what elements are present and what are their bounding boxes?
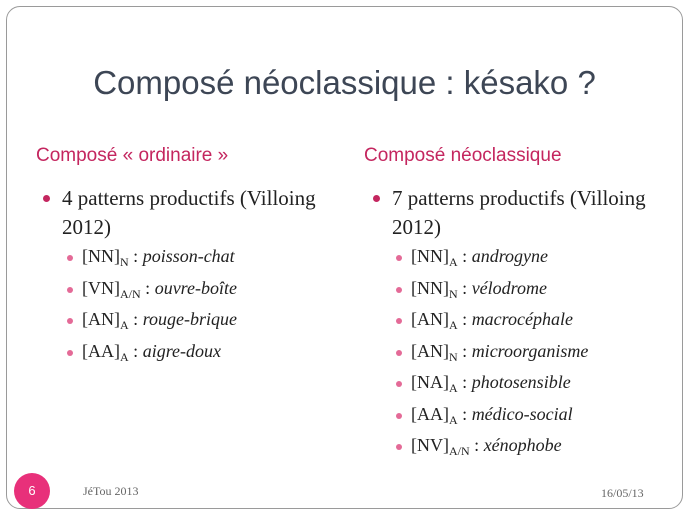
list-item: $[AA]_A$ : médico-social (394, 404, 588, 436)
example: aigre-doux (142, 340, 221, 361)
pattern-subscript: N (120, 255, 129, 269)
pattern: [AN] (411, 340, 449, 361)
bullet-dot-icon (396, 318, 402, 324)
pattern-subscript: N (449, 349, 458, 364)
pattern-subscript: N (449, 286, 458, 301)
pattern: [AA] (411, 403, 449, 424)
slide (6, 6, 683, 509)
bullet-dot-icon (396, 381, 402, 387)
list-item: $[NV]_{A/N}$ : xénophobe (394, 435, 588, 467)
right-pattern-list (394, 246, 588, 467)
example: microorganisme (471, 340, 589, 361)
left-column-heading: Composé « ordinaire » (36, 145, 229, 166)
bullet-dot-icon (67, 287, 73, 293)
bullet-dot-icon (67, 318, 73, 324)
example: médico-social (471, 403, 573, 424)
footer-author: JéTou 2013 (83, 484, 139, 498)
list-item: $[NN]_A$ : androgyne (394, 246, 588, 278)
pattern-subscript: A/N (449, 444, 470, 458)
slide-title: Composé néoclassique : késako ? (93, 64, 596, 101)
pattern: [NN] (411, 277, 449, 298)
example: photosensible (471, 372, 571, 392)
list-item: $[NA]_A$ : photosensible (394, 372, 588, 404)
list-item: $[AN]_A$ : macrocéphale (394, 309, 588, 341)
pattern-subscript: A (120, 318, 129, 332)
right-column-heading: Composé néoclassique (364, 145, 562, 166)
example: androgyne (471, 246, 549, 266)
example: rouge-brique (142, 309, 238, 329)
pattern: [AN] (411, 309, 449, 329)
pattern: [NN] (82, 246, 120, 266)
bullet-dot-icon (396, 287, 402, 293)
example: vélodrome (471, 277, 547, 298)
example: macrocéphale (471, 309, 573, 329)
right-main-bullet (372, 184, 689, 242)
list-item: $[AN]_N$ : microorganisme (394, 341, 588, 373)
pattern-subscript: A (449, 412, 458, 427)
example: poisson-chat (142, 246, 235, 266)
pattern: [VN] (82, 277, 120, 298)
example: ouvre-boîte (154, 277, 237, 298)
pattern-subscript: A (449, 318, 458, 332)
pattern: [NV] (411, 435, 449, 455)
bullet-dot-icon (396, 350, 402, 356)
bullet-dot-icon (373, 195, 380, 202)
example: xénophobe (483, 435, 562, 455)
pattern-subscript: A/N (120, 286, 141, 301)
pattern: [NA] (411, 372, 449, 392)
pattern: [AN] (82, 309, 120, 329)
list-item: $[NN]_N$ : vélodrome (394, 278, 588, 310)
pattern: [NN] (411, 246, 449, 266)
list-item: $[NN]_N$ : poisson-chat (65, 246, 237, 278)
list-item: $[AA]_A$ : aigre-doux (65, 341, 237, 373)
bullet-dot-icon (396, 255, 402, 261)
bullet-dot-icon (43, 195, 50, 202)
page-number-badge: 6 (14, 473, 50, 509)
pattern-subscript: A (449, 381, 458, 395)
bullet-dot-icon (67, 255, 73, 261)
footer-date: 16/05/13 (601, 486, 644, 500)
pattern-subscript: A (120, 349, 129, 364)
list-item: $[AN]_A$ : rouge-brique (65, 309, 237, 341)
pattern: [AA] (82, 340, 120, 361)
right-main-bullet-text: 7 patterns productifs (Villoing 2012) (392, 186, 646, 239)
pattern-subscript: A (449, 255, 458, 269)
left-main-bullet-text: 4 patterns productifs (Villoing 2012) (62, 186, 316, 239)
bullet-dot-icon (396, 444, 402, 450)
left-pattern-list (65, 246, 237, 372)
bullet-dot-icon (396, 413, 402, 419)
left-main-bullet (42, 184, 362, 242)
list-item: $[VN]_{A/N}$ : ouvre-boîte (65, 278, 237, 310)
bullet-dot-icon (67, 350, 73, 356)
